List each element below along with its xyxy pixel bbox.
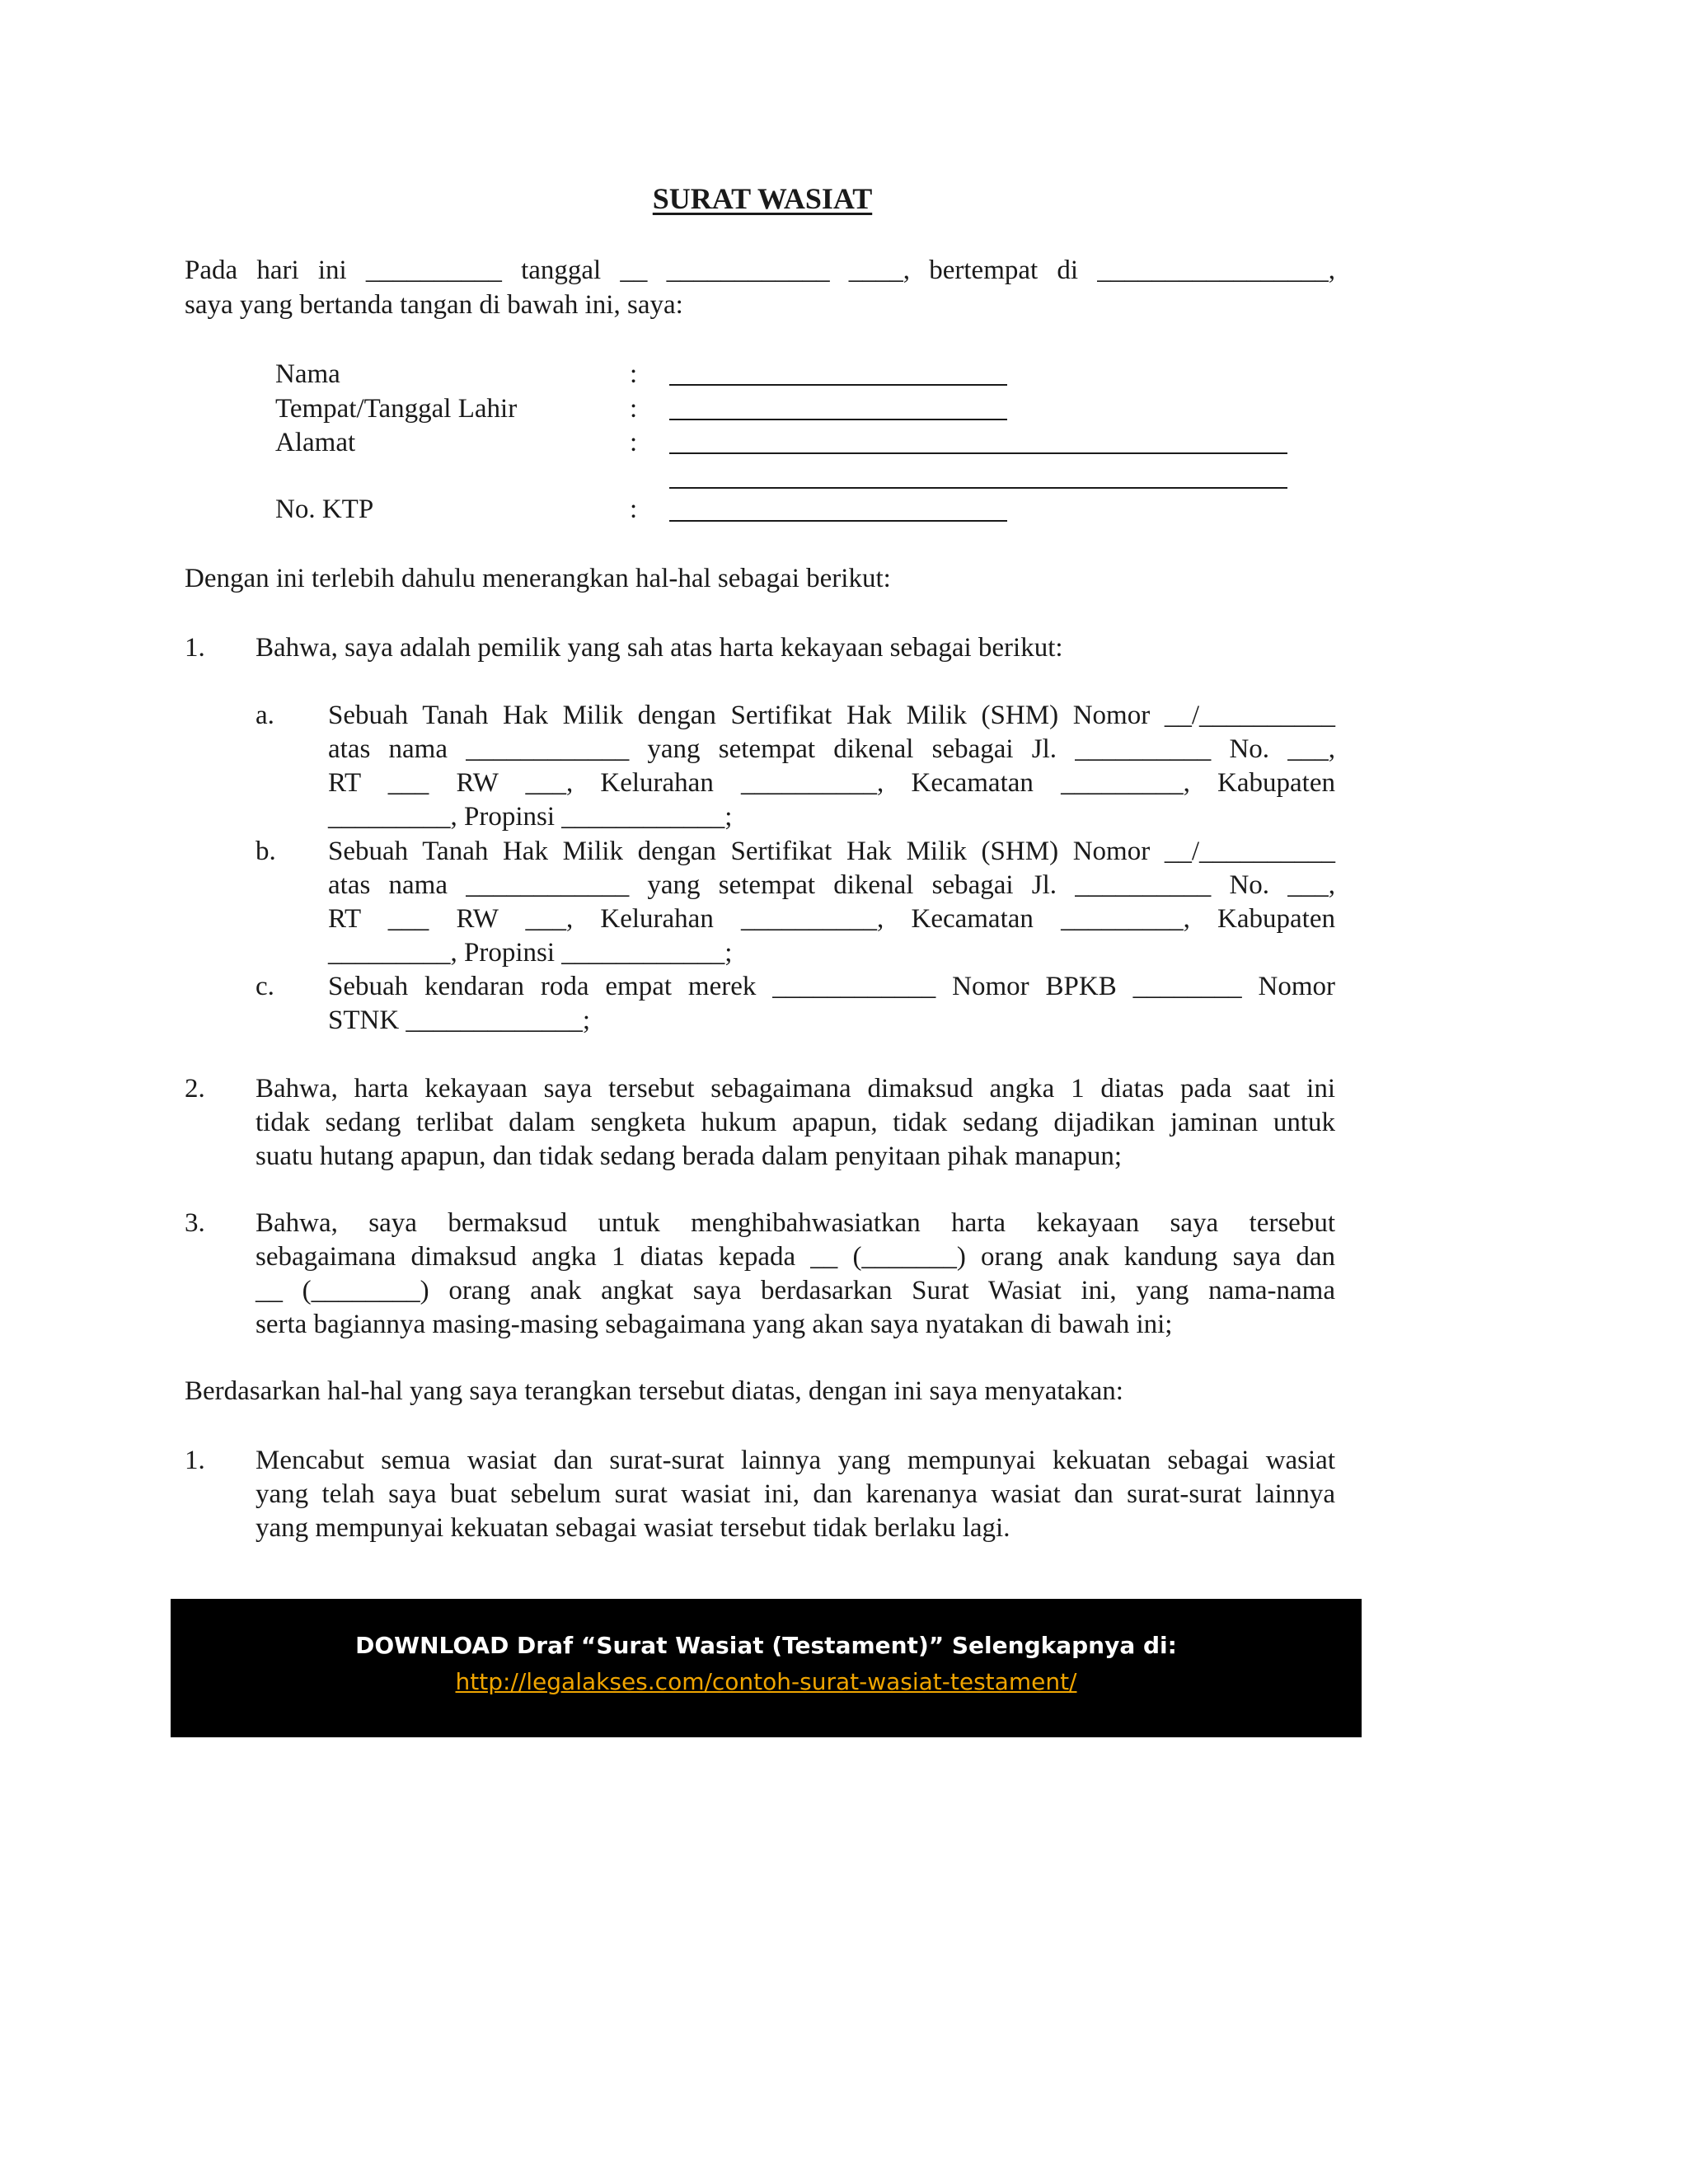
point-3-number: 3. [185, 1208, 205, 1238]
opening-line-2: saya yang bertanda tangan di bawah ini, saya: [185, 290, 683, 320]
field-label-ktp: No. KTP [275, 494, 374, 524]
field-label-alamat: Alamat [275, 428, 356, 457]
field-label-ttl: Tempat/Tanggal Lahir [275, 394, 518, 424]
download-banner [171, 1599, 1362, 1737]
field-colon-nama: : [630, 359, 638, 389]
field-line-ttl [669, 419, 1007, 420]
download-link[interactable]: http://legalakses.com/contoh-surat-wasiat-testament/ [455, 1668, 1077, 1695]
subitem-a-body: Sebuah Tanah Hak Milik dengan Sertifikat Hak Milik (SHM) Nomor __/__________ atas nama ____________ yang setempat dikenal sebagai Jl. __________ No. ___, RT ___ RW ___, Kelurahan __________, Kecamatan _________, Kabupaten _________, Propinsi ____________; [328, 701, 1335, 832]
point-3-body: Bahwa, saya bermaksud untuk menghibahwasiatkan harta kekayaan saya tersebut sebagaimana dimaksud angka 1 diatas kepada __ (_______) orang anak kandung saya dan __ (________) orang anak angkat saya berdasarkan Surat Wasiat ini, yang nama-nama serta bagiannya masing-masing sebagaimana yang akan saya nyatakan di bawah ini; [256, 1208, 1335, 1339]
field-colon-alamat: : [630, 428, 638, 457]
field-label-nama: Nama [275, 359, 340, 389]
subitem-a-letter: a. [256, 701, 274, 730]
declaration-intro: Berdasarkan hal-hal yang saya terangkan tersebut diatas, dengan ini saya menyatakan: [185, 1376, 1123, 1406]
field-line-alamat-1 [669, 452, 1287, 454]
field-colon-ktp: : [630, 494, 638, 524]
declaration-1-number: 1. [185, 1446, 205, 1475]
subitem-b-letter: b. [256, 837, 276, 866]
field-line-ktp [669, 520, 1007, 522]
intro-text: Dengan ini terlebih dahulu menerangkan hal-hal sebagai berikut: [185, 564, 891, 593]
field-line-nama [669, 384, 1007, 386]
declaration-1-body: Mencabut semua wasiat dan surat-surat lainnya yang mempunyai kekuatan sebagai wasiat yang telah saya buat sebelum surat wasiat ini, dan karenanya wasiat dan surat-surat lainnya yang mempunyai kekuatan sebagai wasiat tersebut tidak berlaku lagi. [256, 1446, 1335, 1543]
document-title: SURAT WASIAT [652, 182, 873, 215]
point-1-number: 1. [185, 633, 205, 663]
field-colon-ttl: : [630, 394, 638, 424]
subitem-b-body: Sebuah Tanah Hak Milik dengan Sertifikat Hak Milik (SHM) Nomor __/__________ atas nama ____________ yang setempat dikenal sebagai Jl. __________ No. ___, RT ___ RW ___, Kelurahan __________, Kecamatan _________, Kabupaten _________, Propinsi ____________; [328, 837, 1335, 968]
point-2-number: 2. [185, 1074, 205, 1104]
field-line-alamat-2 [669, 487, 1287, 489]
subitem-c-body: Sebuah kendaran roda empat merek ____________ Nomor BPKB ________ Nomor STNK _____________; [328, 972, 1335, 1035]
opening-line-1: Pada hari ini __________ tanggal __ ____________ ____, bertempat di _________________, [185, 255, 1335, 285]
subitem-c-letter: c. [256, 972, 274, 1001]
download-banner-text: DOWNLOAD Draf “Surat Wasiat (Testament)” Selengkapnya di: [355, 1632, 1177, 1659]
point-2-body: Bahwa, harta kekayaan saya tersebut sebagaimana dimaksud angka 1 diatas pada saat ini tidak sedang terlibat dalam sengketa hukum apapun, tidak sedang dijadikan jaminan untuk suatu hutang apapun, dan tidak sedang berada dalam penyitaan pihak manapun; [256, 1074, 1335, 1171]
point-1-text: Bahwa, saya adalah pemilik yang sah atas harta kekayaan sebagai berikut: [256, 633, 1063, 663]
